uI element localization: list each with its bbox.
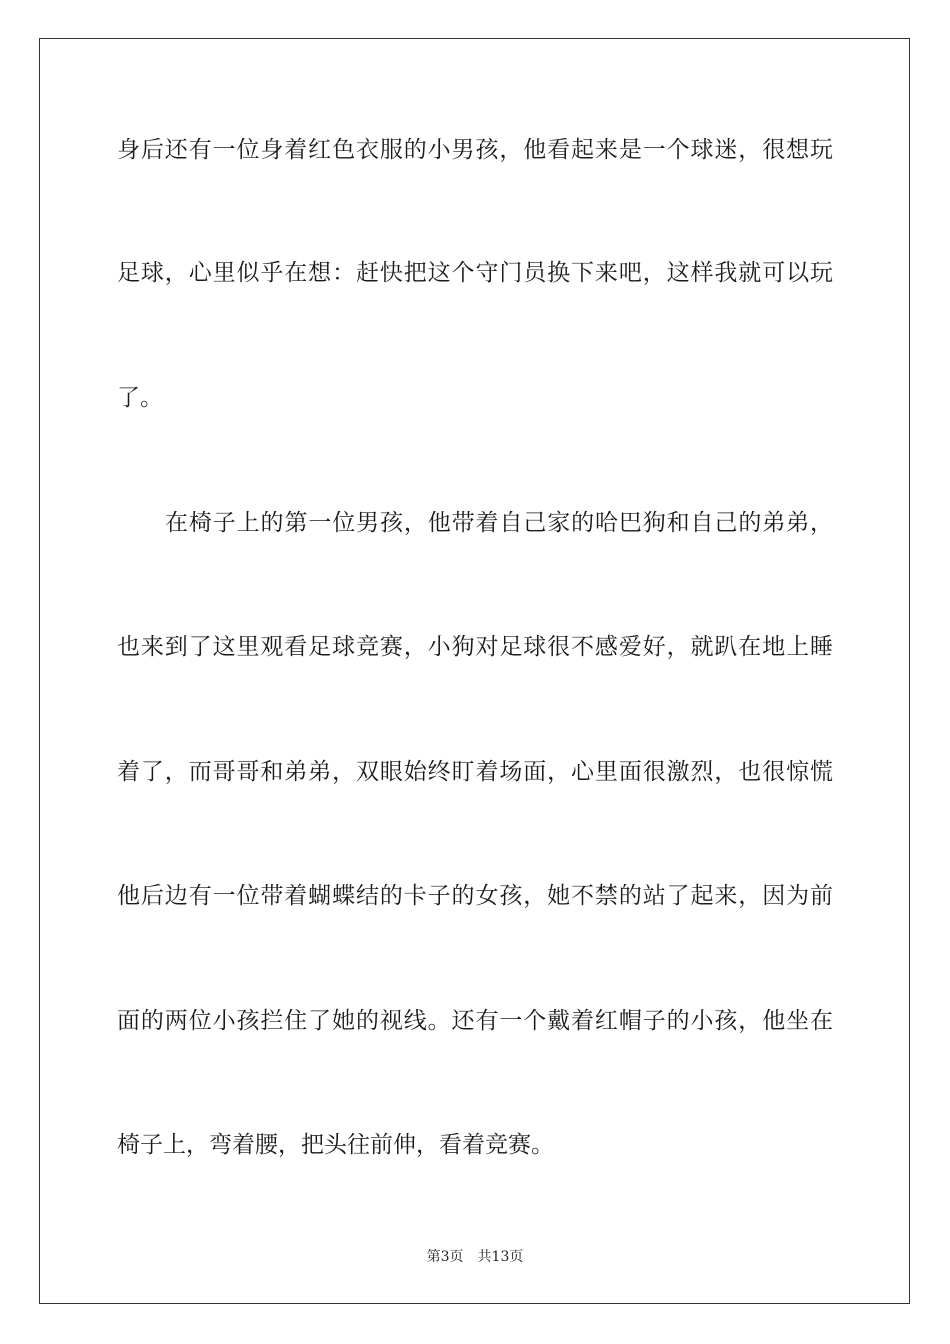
total-pages: 共13页 [477, 1249, 524, 1265]
text-line-3: 了。 [117, 385, 163, 411]
text-line-8: 面的两位小孩拦住了她的视线。还有一个戴着红帽子的小孩，他坐在 [117, 1008, 833, 1034]
text-line-9: 椅子上，弯着腰，把头往前伸，看着竞赛。 [117, 1132, 554, 1158]
text-line-7: 他后边有一位带着蝴蝶结的卡子的女孩，她不禁的站了起来，因为前 [117, 883, 833, 909]
text-line-2: 足球，心里似乎在想：赶快把这个守门员换下来吧，这样我就可以玩 [117, 260, 833, 286]
page-footer [0, 1248, 950, 1266]
text-line-5: 也来到了这里观看足球竞赛，小狗对足球很不感爱好，就趴在地上睡 [117, 634, 833, 660]
page-border [39, 38, 910, 1304]
page-number: 第3页 [426, 1249, 464, 1265]
text-line-4: 在椅子上的第一位男孩，他带着自己家的哈巴狗和自己的弟弟， [165, 510, 833, 536]
text-line-6: 着了，而哥哥和弟弟，双眼始终盯着场面，心里面很激烈，也很惊慌 [117, 759, 833, 785]
text-line-1: 身后还有一位身着红色衣服的小男孩，他看起来是一个球迷，很想玩 [117, 137, 833, 163]
